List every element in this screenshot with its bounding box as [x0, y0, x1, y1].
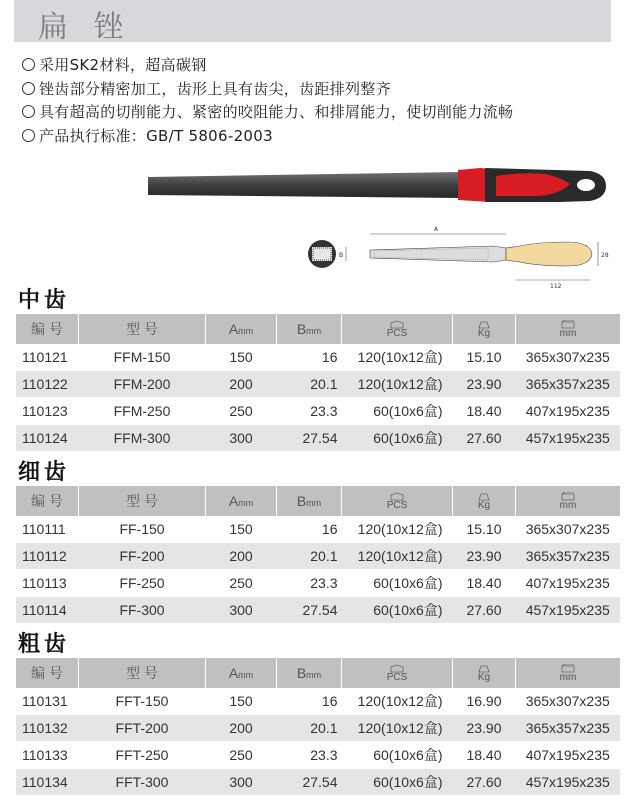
- table-row: [16, 425, 620, 452]
- table-cell: 365x357x235: [516, 371, 621, 398]
- header-size: mm: [516, 314, 621, 344]
- label-28: 28: [601, 252, 609, 259]
- table-cell: 457x195x235: [516, 425, 621, 452]
- table-cell: 20.1: [277, 371, 342, 398]
- table-cell: 200: [206, 543, 277, 570]
- table-cell: 120(10x12盒): [342, 688, 453, 715]
- table-cell: 110124: [16, 425, 79, 452]
- feature-list: [22, 54, 612, 148]
- table-cell: 110134: [16, 769, 79, 796]
- table-cell: 300: [206, 769, 277, 796]
- table-cell: 23.3: [277, 570, 342, 597]
- table-cell: FF-300: [79, 597, 206, 624]
- table-cell: 60(10x6盒): [342, 398, 453, 425]
- circle-bullet-icon: [22, 105, 35, 118]
- table-cell: FFM-250: [79, 398, 206, 425]
- header-model: 型 号: [79, 658, 206, 688]
- table-header-row: [16, 314, 620, 344]
- circle-bullet-icon: [22, 82, 35, 95]
- circle-bullet-icon: [22, 129, 35, 142]
- table-cell: FFM-200: [79, 371, 206, 398]
- table-cell: 110122: [16, 371, 79, 398]
- table-cell: FF-200: [79, 543, 206, 570]
- table-cell: 16: [277, 516, 342, 543]
- dimension-diagram: [298, 220, 616, 294]
- table-row: [16, 715, 620, 742]
- table-row: [16, 398, 620, 425]
- header-a: Amm: [206, 486, 277, 516]
- header-code: 编 号: [16, 658, 79, 688]
- header-model: 型 号: [79, 314, 206, 344]
- table-row: [16, 371, 620, 398]
- table-cell: FFT-250: [79, 742, 206, 769]
- label-b: B: [339, 252, 344, 259]
- label-a: A: [434, 226, 439, 233]
- table-cell: 23.90: [453, 371, 516, 398]
- table-cell: 110113: [16, 570, 79, 597]
- table-cell: 120(10x12盒): [342, 516, 453, 543]
- header-b: Bmm: [277, 314, 342, 344]
- table-cell: 60(10x6盒): [342, 570, 453, 597]
- header-pcs: PCS: [342, 658, 453, 688]
- table-cell: 23.90: [453, 543, 516, 570]
- table-cell: 120(10x12盒): [342, 543, 453, 570]
- table-row: [16, 742, 620, 769]
- table-cell: 16: [277, 344, 342, 371]
- table-cell: 60(10x6盒): [342, 425, 453, 452]
- section-title-medium: 中齿: [18, 288, 71, 313]
- table-cell: 20.1: [277, 543, 342, 570]
- table-cell: 60(10x6盒): [342, 769, 453, 796]
- table-cell: 457x195x235: [516, 769, 621, 796]
- table-cell: 27.54: [277, 769, 342, 796]
- feature-item: 采用SK2材料，超高碳钢: [22, 54, 612, 78]
- table-header-row: [16, 658, 620, 688]
- header-b: Bmm: [277, 658, 342, 688]
- header-kg: Kg: [453, 486, 516, 516]
- header-b: Bmm: [277, 486, 342, 516]
- table-cell: 110131: [16, 688, 79, 715]
- table-cell: FF-150: [79, 516, 206, 543]
- table-cell: FF-250: [79, 570, 206, 597]
- section-title-fine: 细齿: [18, 460, 71, 485]
- header-a: Amm: [206, 658, 277, 688]
- spec-table-medium: [16, 314, 620, 452]
- table-cell: 23.3: [277, 398, 342, 425]
- table-cell: FFT-300: [79, 769, 206, 796]
- title-bar: [14, 0, 611, 45]
- table-row: [16, 769, 620, 796]
- table-cell: 150: [206, 344, 277, 371]
- section-title-coarse: 粗齿: [18, 632, 71, 657]
- header-kg: Kg: [453, 658, 516, 688]
- table-cell: 27.60: [453, 769, 516, 796]
- table-cell: 120(10x12盒): [342, 371, 453, 398]
- table-cell: 27.54: [277, 425, 342, 452]
- feature-item: 产品执行标准：GB/T 5806-2003: [22, 125, 612, 149]
- table-row: [16, 543, 620, 570]
- table-cell: 365x357x235: [516, 543, 621, 570]
- table-cell: 27.60: [453, 597, 516, 624]
- table-cell: FFM-150: [79, 344, 206, 371]
- table-cell: FFM-300: [79, 425, 206, 452]
- table-cell: 18.40: [453, 742, 516, 769]
- table-cell: 150: [206, 688, 277, 715]
- table-cell: 365x357x235: [516, 715, 621, 742]
- header-a: Amm: [206, 314, 277, 344]
- table-cell: 250: [206, 742, 277, 769]
- table-cell: 15.10: [453, 516, 516, 543]
- table-cell: 16: [277, 688, 342, 715]
- table-cell: 300: [206, 425, 277, 452]
- table-cell: 110133: [16, 742, 79, 769]
- table-row: [16, 688, 620, 715]
- table-cell: 27.54: [277, 597, 342, 624]
- table-cell: 365x307x235: [516, 344, 621, 371]
- table-cell: 150: [206, 516, 277, 543]
- table-cell: 457x195x235: [516, 597, 621, 624]
- flat-file-photo: [140, 168, 610, 212]
- table-cell: 250: [206, 570, 277, 597]
- label-112: 112: [550, 283, 562, 290]
- table-cell: 365x307x235: [516, 516, 621, 543]
- table-cell: 16.90: [453, 688, 516, 715]
- page-title: 扁 锉: [38, 10, 132, 45]
- header-model: 型 号: [79, 486, 206, 516]
- table-row: [16, 516, 620, 543]
- header-code: 编 号: [16, 486, 79, 516]
- table-cell: 250: [206, 398, 277, 425]
- header-size: mm: [516, 658, 621, 688]
- table-cell: 407x195x235: [516, 398, 621, 425]
- table-cell: 200: [206, 371, 277, 398]
- table-cell: 407x195x235: [516, 742, 621, 769]
- table-cell: 23.90: [453, 715, 516, 742]
- feature-item: 锉齿部分精密加工，齿形上具有齿尖，齿距排列整齐: [22, 78, 612, 102]
- header-pcs: PCS: [342, 314, 453, 344]
- header-code: 编 号: [16, 314, 79, 344]
- table-cell: 407x195x235: [516, 570, 621, 597]
- table-cell: 120(10x12盒): [342, 344, 453, 371]
- table-cell: 300: [206, 597, 277, 624]
- header-size: mm: [516, 486, 621, 516]
- header-pcs: PCS: [342, 486, 453, 516]
- table-cell: 18.40: [453, 570, 516, 597]
- table-cell: FFT-150: [79, 688, 206, 715]
- table-row: [16, 597, 620, 624]
- table-cell: 60(10x6盒): [342, 742, 453, 769]
- table-cell: 110132: [16, 715, 79, 742]
- table-row: [16, 570, 620, 597]
- table-cell: FFT-200: [79, 715, 206, 742]
- table-cell: 110111: [16, 516, 79, 543]
- table-cell: 18.40: [453, 398, 516, 425]
- table-cell: 20.1: [277, 715, 342, 742]
- table-row: [16, 344, 620, 371]
- table-cell: 60(10x6盒): [342, 597, 453, 624]
- table-cell: 110121: [16, 344, 79, 371]
- table-cell: 110112: [16, 543, 79, 570]
- table-cell: 365x307x235: [516, 688, 621, 715]
- table-cell: 120(10x12盒): [342, 715, 453, 742]
- table-header-row: [16, 486, 620, 516]
- table-cell: 27.60: [453, 425, 516, 452]
- circle-bullet-icon: [22, 58, 35, 71]
- table-cell: 23.3: [277, 742, 342, 769]
- table-cell: 15.10: [453, 344, 516, 371]
- spec-table-fine: [16, 486, 620, 624]
- table-cell: 110114: [16, 597, 79, 624]
- spec-table-coarse: [16, 658, 620, 796]
- header-kg: Kg: [453, 314, 516, 344]
- feature-item: 具有超高的切削能力、紧密的咬阻能力、和排屑能力，使切削能力流畅: [22, 101, 612, 125]
- table-cell: 200: [206, 715, 277, 742]
- table-cell: 110123: [16, 398, 79, 425]
